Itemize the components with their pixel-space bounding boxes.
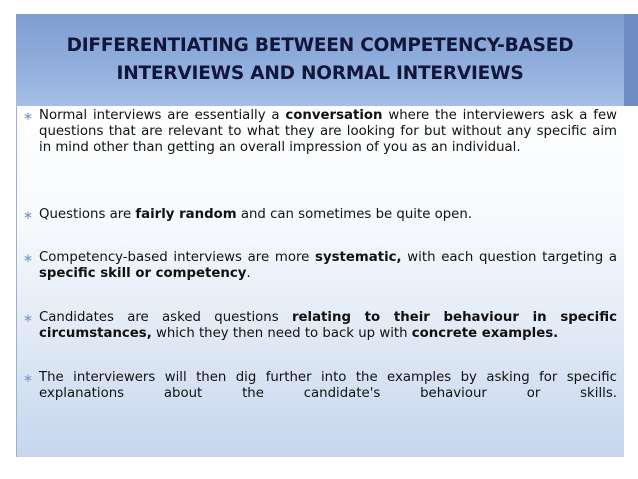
asterisk-bullet-icon: ∗: [23, 208, 34, 222]
title-banner: [16, 14, 624, 106]
bullet-emphasis: relating to their behaviour in specific circumstances,: [39, 310, 617, 341]
bullet-emphasis: fairly random: [135, 207, 237, 222]
slide-title-line-1: DIFFERENTIATING BETWEEN COMPETENCY-BASED: [66, 35, 574, 56]
bullet-text: which they then need to back up with: [151, 326, 412, 341]
bullet-emphasis: specific skill or competency: [39, 266, 247, 281]
bullet-item-competency-based: [17, 250, 625, 282]
slide-title-line-2: INTERVIEWS AND NORMAL INTERVIEWS: [116, 63, 524, 84]
content-area: [16, 106, 624, 457]
bullet-emphasis: concrete examples.: [411, 326, 559, 341]
slide-title: [40, 32, 600, 88]
bullet-emphasis: conversation: [285, 108, 383, 123]
bullet-text: Competency-based interviews are more: [39, 250, 316, 265]
bullet-text: Normal interviews are essentially a: [39, 108, 286, 123]
bullet-text: where the interviewers ask a few questions that are relevant to what they are looking for but without any specific aim in mind other than getting an overall impression of you as an individual.: [39, 108, 617, 155]
bullet-item-normal-interviews: [17, 108, 625, 156]
bullet-item-behaviour-questions: [17, 310, 625, 342]
asterisk-bullet-icon: ∗: [23, 311, 34, 325]
bullet-text: The interviewers will then dig further into the examples by asking for specific explanations about the candidate's behaviour or skills.: [39, 370, 617, 401]
bullet-text: Questions are: [39, 207, 136, 222]
bullet-text: and can sometimes be quite open.: [236, 207, 473, 222]
bullet-item-random-questions: [17, 207, 625, 223]
asterisk-bullet-icon: ∗: [23, 251, 34, 265]
bullet-text: with each question targeting a: [401, 250, 617, 265]
asterisk-bullet-icon: ∗: [23, 371, 34, 385]
asterisk-bullet-icon: ∗: [23, 109, 34, 123]
bullet-text: .: [246, 266, 251, 281]
banner-edge-strip: [624, 14, 638, 106]
bullet-emphasis: systematic,: [315, 250, 402, 265]
bullet-text: Candidates are asked questions: [39, 310, 292, 325]
bullet-item-dig-further: [17, 370, 625, 402]
